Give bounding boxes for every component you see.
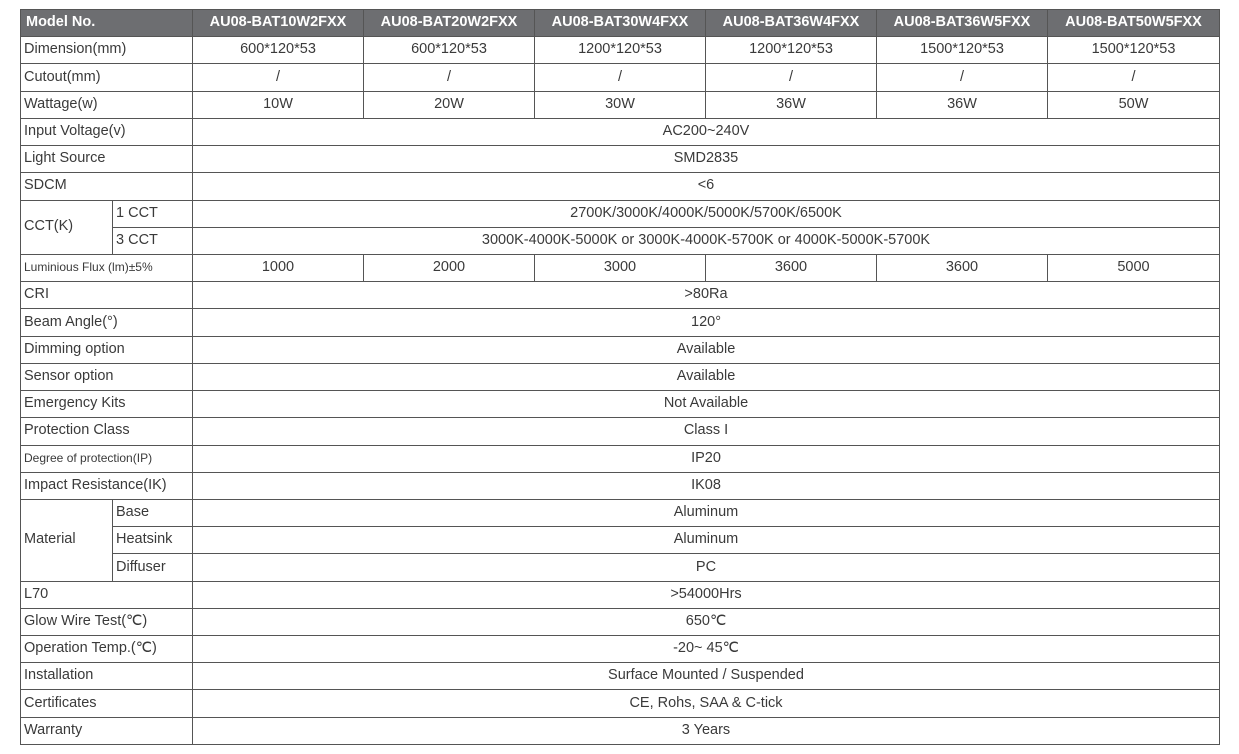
row-label: Glow Wire Test(℃): [21, 608, 193, 635]
cell-value: 600*120*53: [364, 37, 535, 64]
row-label: CCT(K): [21, 200, 113, 254]
cell-value: Class I: [193, 418, 1220, 445]
cell-value: Aluminum: [193, 499, 1220, 526]
certificates-row: [21, 690, 1220, 717]
cell-value: 3000K-4000K-5000K or 3000K-4000K-5700K or 4000K-5000K-5700K: [193, 227, 1220, 254]
cell-value: Not Available: [193, 391, 1220, 418]
cell-value: /: [535, 64, 706, 91]
cell-value: 5000: [1048, 254, 1220, 281]
row-label: Luminious Flux (lm)±5%: [21, 254, 193, 281]
cell-value: 50W: [1048, 91, 1220, 118]
cell-value: 1200*120*53: [706, 37, 877, 64]
cell-value: >54000Hrs: [193, 581, 1220, 608]
row-label: Material: [21, 499, 113, 581]
row-label: Protection Class: [21, 418, 193, 445]
ip-row: [21, 445, 1220, 472]
cell-value: /: [877, 64, 1048, 91]
cell-value: -20~ 45℃: [193, 636, 1220, 663]
installation-row: [21, 663, 1220, 690]
material-heatsink-row: [21, 527, 1220, 554]
row-label: Light Source: [21, 146, 193, 173]
cct-3-row: [21, 227, 1220, 254]
model-header: AU08-BAT10W2FXX: [193, 10, 364, 37]
cell-value: 3600: [706, 254, 877, 281]
cell-value: Surface Mounted / Suspended: [193, 663, 1220, 690]
beam-angle-row: [21, 309, 1220, 336]
cell-value: PC: [193, 554, 1220, 581]
row-label: Degree of protection(IP): [21, 445, 193, 472]
luminous-flux-row: [21, 254, 1220, 281]
row-label: Installation: [21, 663, 193, 690]
cell-value: >80Ra: [193, 282, 1220, 309]
model-no-label: Model No.: [21, 10, 193, 37]
operation-temp-row: [21, 636, 1220, 663]
cct-1-row: [21, 200, 1220, 227]
row-label: Impact Resistance(IK): [21, 472, 193, 499]
cell-value: 30W: [535, 91, 706, 118]
sdcm-row: [21, 173, 1220, 200]
sub-label: Heatsink: [113, 527, 193, 554]
cell-value: IK08: [193, 472, 1220, 499]
spec-table: [20, 9, 1220, 745]
row-label: L70: [21, 581, 193, 608]
cell-value: SMD2835: [193, 146, 1220, 173]
cell-value: 10W: [193, 91, 364, 118]
model-header: AU08-BAT30W4FXX: [535, 10, 706, 37]
cell-value: 3 Years: [193, 717, 1220, 744]
cell-value: 120°: [193, 309, 1220, 336]
warranty-row: [21, 717, 1220, 744]
row-label: Warranty: [21, 717, 193, 744]
cell-value: IP20: [193, 445, 1220, 472]
cri-row: [21, 282, 1220, 309]
cell-value: 1500*120*53: [877, 37, 1048, 64]
cell-value: 2000: [364, 254, 535, 281]
row-label: Wattage(w): [21, 91, 193, 118]
cell-value: /: [193, 64, 364, 91]
row-label: Cutout(mm): [21, 64, 193, 91]
cell-value: Available: [193, 363, 1220, 390]
cell-value: 650℃: [193, 608, 1220, 635]
model-header: AU08-BAT50W5FXX: [1048, 10, 1220, 37]
row-label: Emergency Kits: [21, 391, 193, 418]
cell-value: 2700K/3000K/4000K/5000K/5700K/6500K: [193, 200, 1220, 227]
sub-label: 3 CCT: [113, 227, 193, 254]
row-label: CRI: [21, 282, 193, 309]
row-label: Dimming option: [21, 336, 193, 363]
glow-wire-row: [21, 608, 1220, 635]
header-row: [21, 10, 1220, 37]
cell-value: <6: [193, 173, 1220, 200]
l70-row: [21, 581, 1220, 608]
cell-value: Available: [193, 336, 1220, 363]
model-header: AU08-BAT36W4FXX: [706, 10, 877, 37]
row-label: Beam Angle(°): [21, 309, 193, 336]
sub-label: Base: [113, 499, 193, 526]
cell-value: AC200~240V: [193, 118, 1220, 145]
cell-value: 1000: [193, 254, 364, 281]
emergency-row: [21, 391, 1220, 418]
dimming-row: [21, 336, 1220, 363]
cell-value: /: [706, 64, 877, 91]
cell-value: 3000: [535, 254, 706, 281]
row-label: Input Voltage(v): [21, 118, 193, 145]
cell-value: 1500*120*53: [1048, 37, 1220, 64]
row-label: Operation Temp.(℃): [21, 636, 193, 663]
light-source-row: [21, 146, 1220, 173]
cell-value: 36W: [877, 91, 1048, 118]
dimension-row: [21, 37, 1220, 64]
sub-label: Diffuser: [113, 554, 193, 581]
cell-value: CE, Rohs, SAA & C-tick: [193, 690, 1220, 717]
ik-row: [21, 472, 1220, 499]
cell-value: 20W: [364, 91, 535, 118]
material-base-row: [21, 499, 1220, 526]
sub-label: 1 CCT: [113, 200, 193, 227]
cell-value: /: [1048, 64, 1220, 91]
cell-value: /: [364, 64, 535, 91]
model-header: AU08-BAT20W2FXX: [364, 10, 535, 37]
row-label: Certificates: [21, 690, 193, 717]
protection-class-row: [21, 418, 1220, 445]
row-label: Sensor option: [21, 363, 193, 390]
material-diffuser-row: [21, 554, 1220, 581]
cell-value: 3600: [877, 254, 1048, 281]
input-voltage-row: [21, 118, 1220, 145]
cell-value: 600*120*53: [193, 37, 364, 64]
cell-value: Aluminum: [193, 527, 1220, 554]
sensor-row: [21, 363, 1220, 390]
cutout-row: [21, 64, 1220, 91]
model-header: AU08-BAT36W5FXX: [877, 10, 1048, 37]
cell-value: 1200*120*53: [535, 37, 706, 64]
row-label: SDCM: [21, 173, 193, 200]
wattage-row: [21, 91, 1220, 118]
row-label: Dimension(mm): [21, 37, 193, 64]
cell-value: 36W: [706, 91, 877, 118]
